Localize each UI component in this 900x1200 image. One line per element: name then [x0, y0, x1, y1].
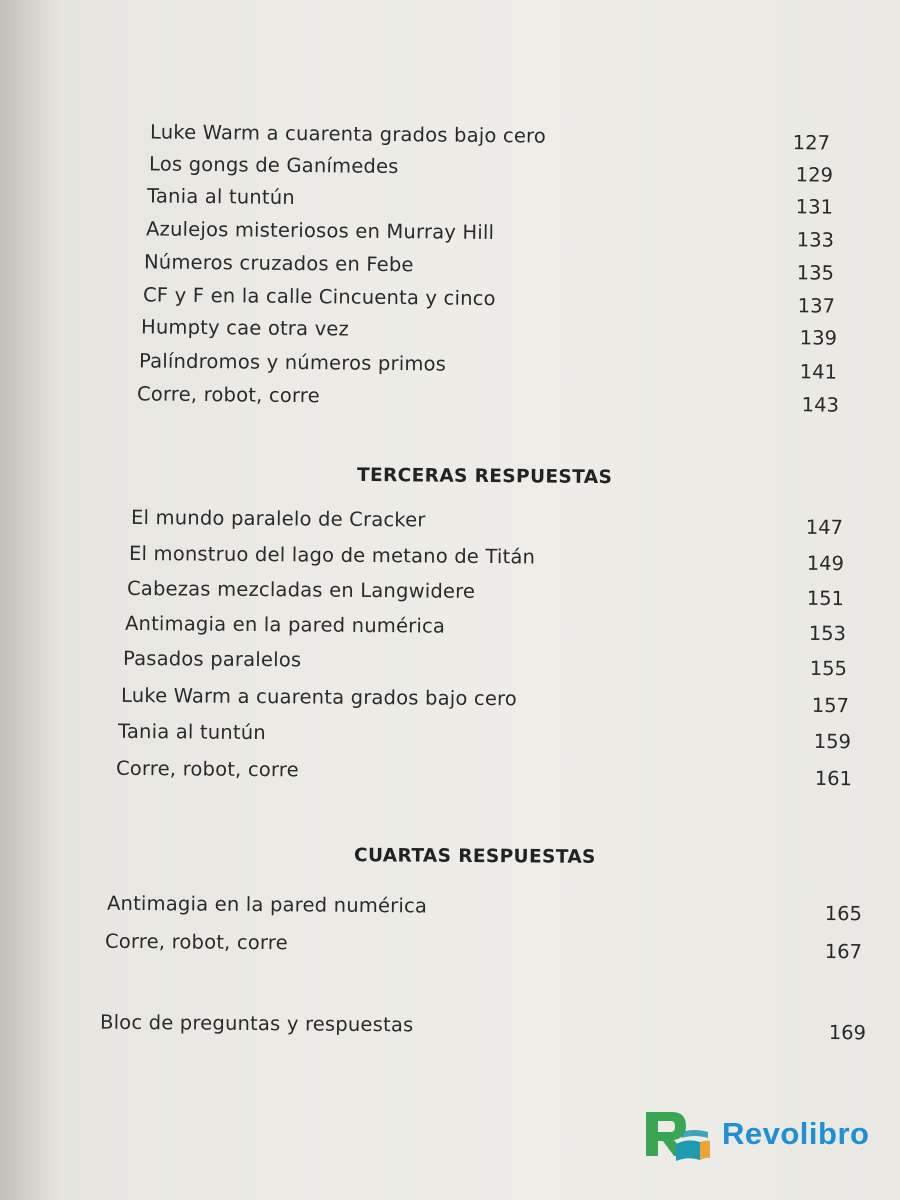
- toc-entry-title: Corre, robot, corre: [115, 756, 299, 782]
- toc-entry[interactable]: [118, 720, 851, 756]
- revolibro-watermark: [642, 1106, 892, 1162]
- book-logo-icon: [642, 1106, 712, 1162]
- toc-entry-title: Corre, robot, corre: [104, 929, 288, 955]
- toc-entry[interactable]: [123, 647, 847, 683]
- toc-entry[interactable]: [105, 930, 862, 967]
- toc-entry[interactable]: [143, 283, 835, 320]
- toc-entry-page: 141: [799, 360, 838, 384]
- toc-entry-page: 135: [796, 261, 835, 285]
- toc-entry[interactable]: [131, 506, 843, 542]
- toc-entry-page: 149: [806, 551, 845, 576]
- toc-entry-title: Bloc de preguntas y respuestas: [99, 1010, 414, 1037]
- toc-entry[interactable]: [149, 152, 833, 189]
- toc-entry[interactable]: [127, 577, 844, 613]
- toc-entry-title: Tania al tuntún: [117, 719, 266, 745]
- toc-entry[interactable]: [150, 120, 830, 157]
- section-heading: TERCERAS RESPUESTAS: [356, 464, 613, 489]
- toc-entry-title: CF y F en la calle Cincuenta y cinco: [142, 283, 496, 311]
- toc-entry-page: 127: [792, 131, 831, 155]
- toc-entry-page: 139: [799, 326, 838, 350]
- toc-entry-title: Números cruzados en Febe: [143, 250, 414, 277]
- toc-entry-title: El mundo paralelo de Cracker: [130, 505, 426, 532]
- toc-entry-title: Pasados paralelos: [122, 646, 302, 672]
- watermark-text: Revolibro: [722, 1116, 870, 1151]
- toc-entry-page: 153: [808, 621, 847, 646]
- toc-entry-title: Luke Warm a cuarenta grados bajo cero: [120, 683, 518, 711]
- toc-entry-page: 169: [828, 1021, 867, 1045]
- toc-entry-page: 151: [806, 586, 845, 611]
- toc-entry-title: Antimagia en la pared numérica: [106, 891, 428, 918]
- toc-entry-page: 129: [795, 163, 834, 187]
- toc-entry-page: 159: [813, 729, 852, 754]
- toc-entry[interactable]: [121, 684, 849, 720]
- toc-entry[interactable]: [139, 349, 837, 386]
- toc-entry[interactable]: [100, 1011, 866, 1048]
- toc-entry-title: Luke Warm a cuarenta grados bajo cero: [149, 120, 547, 148]
- toc-entry-page: 143: [801, 393, 840, 417]
- toc-entry-page: 167: [824, 939, 863, 964]
- toc-entry-page: 157: [811, 693, 850, 718]
- toc-entry-title: Los gongs de Ganímedes: [148, 152, 399, 179]
- toc-entry-title: Palíndromos y números primos: [138, 349, 447, 376]
- toc-entry-page: 131: [795, 195, 834, 219]
- toc-entry[interactable]: [107, 892, 862, 929]
- toc-entry-page: 137: [797, 294, 836, 318]
- toc-entry-title: Azulejos misteriosos en Murray Hill: [145, 217, 495, 245]
- toc-entry-title: Cabezas mezcladas en Langwidere: [126, 576, 476, 603]
- toc-entry-title: El monstruo del lago de metano de Titán: [128, 541, 536, 569]
- toc-entry-page: 161: [814, 766, 853, 791]
- toc-entry-page: 165: [824, 901, 863, 926]
- toc-entry[interactable]: [125, 612, 846, 648]
- toc-entry-title: Humpty cae otra vez: [140, 315, 350, 341]
- toc-entry-page: 133: [796, 228, 835, 252]
- toc-entry[interactable]: [147, 184, 833, 221]
- toc-entry[interactable]: [141, 315, 837, 352]
- toc-entry[interactable]: [116, 757, 852, 793]
- toc-entry-title: Corre, robot, corre: [136, 382, 320, 408]
- toc-entry[interactable]: [144, 250, 834, 287]
- toc-entry[interactable]: [146, 217, 834, 254]
- toc-entry-title: Antimagia en la pared numérica: [124, 611, 446, 638]
- section-heading: CUARTAS RESPUESTAS: [353, 845, 596, 868]
- toc-entry-page: 147: [805, 515, 844, 540]
- toc-entry-title: Tania al tuntún: [146, 184, 296, 209]
- toc-entry[interactable]: [137, 382, 839, 419]
- toc-entry-page: 155: [809, 656, 848, 681]
- toc-entry[interactable]: [129, 542, 844, 578]
